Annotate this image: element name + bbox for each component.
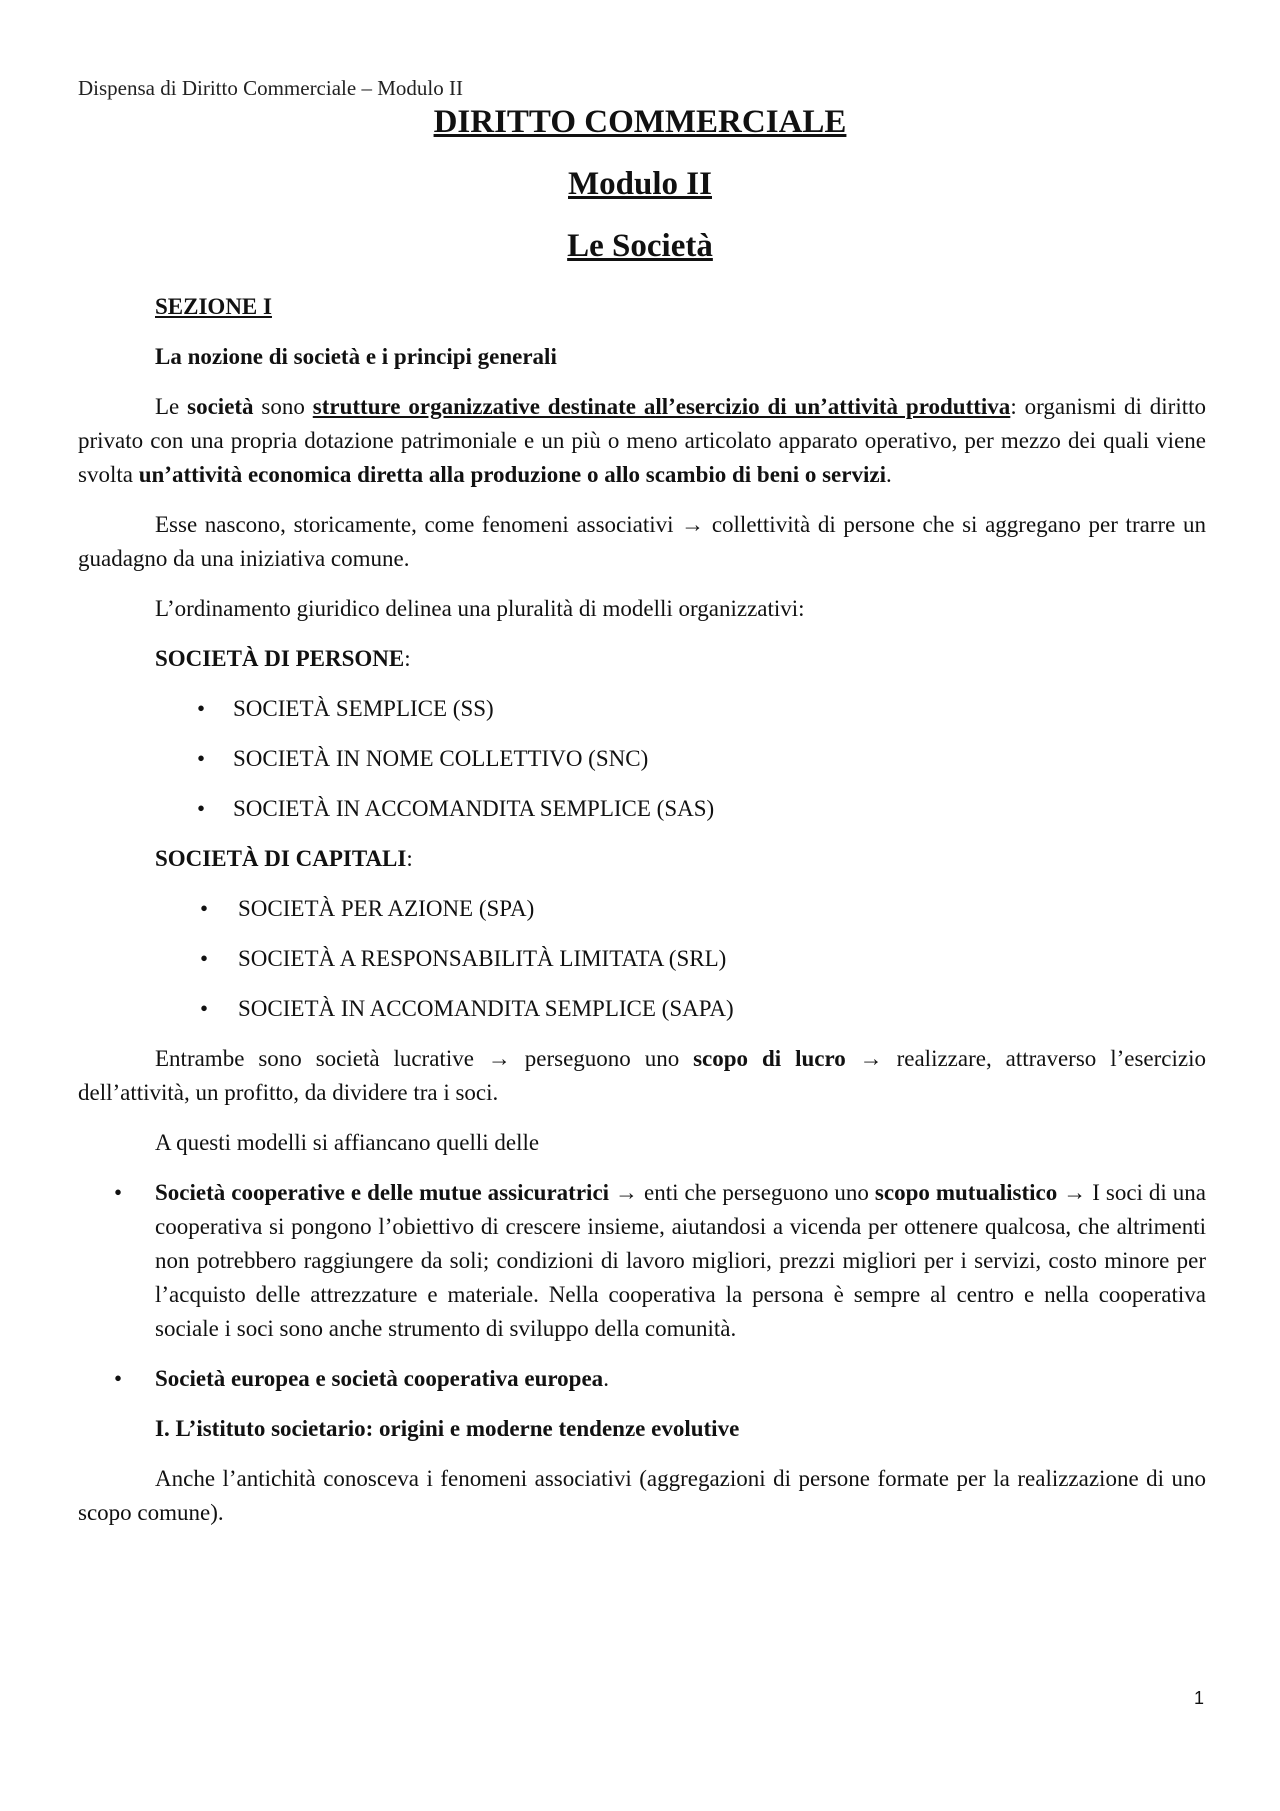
- section-subheading: La nozione di società e i principi generali: [155, 344, 557, 369]
- text-run: : organismi di diritto privato con una propria dotazione patrimoniale e un più o meno articolato apparato operativo, per mezzo dei quali viene svolta: [78, 394, 1207, 487]
- list-item: • SOCIETÀ PER AZIONE (SPA): [78, 892, 1206, 926]
- persone-list: [78, 692, 1206, 826]
- text-run: → enti che perseguono uno: [609, 1180, 875, 1205]
- paragraph-models-intro: L’ordinamento giuridico delinea una pluralità di modelli organizzativi:: [155, 596, 805, 621]
- capitali-heading: SOCIETÀ DI CAPITALI: [155, 846, 407, 871]
- text-run: :: [404, 646, 411, 671]
- text-run: .: [885, 462, 892, 487]
- paragraph-definition: [78, 390, 1206, 492]
- module-title: Modulo II: [568, 166, 712, 202]
- topic-title: Le Società: [567, 228, 713, 264]
- text-run: I soci di una cooperativa si pongono l’obiettivo di crescere insieme, aiutandosi a vicenda per ottenere qualcosa, che altrimenti non potrebbero raggiungere da soli; condizioni di lavoro migliori, prezzi migliori per i servizi, costo minore per l’acquisto delle attrezzature e materiale. Nella cooperativa la persona è sempre al centro e nella cooperativa sociale i soci sono anche strumento di sviluppo della comunità.: [155, 1180, 1207, 1341]
- list-item-cooperative: [78, 1176, 1206, 1346]
- subsection-heading: I. L’istituto societario: origini e moderne tendenze evolutive: [155, 1416, 740, 1441]
- persone-heading: SOCIETÀ DI PERSONE: [155, 646, 405, 671]
- page-number: 1: [1193, 1688, 1204, 1708]
- bold-term: un’attività economica diretta alla produzione o allo scambio di beni o servizi: [138, 462, 886, 487]
- text-run: → realizzare, attraverso l’esercizio dell’attività, un profitto, da dividere tra i soci.: [78, 1046, 1206, 1105]
- bold-term: scopo mutualistico →: [874, 1180, 1087, 1205]
- list-item-europea: [78, 1362, 1206, 1396]
- list-item: • SOCIETÀ SEMPLICE (SS): [78, 692, 1206, 726]
- bold-term: Società cooperative e delle mutue assicuratrici: [155, 1180, 610, 1205]
- running-header: Dispensa di Diritto Commerciale – Modulo II: [78, 76, 463, 100]
- bold-term: società: [187, 394, 254, 419]
- document-body: [78, 290, 1206, 1546]
- bold-underlined-definition: strutture organizzative destinate all’esercizio di un’attività produttiva: [312, 394, 1011, 419]
- persone-heading-line: [78, 642, 1206, 676]
- capitali-list: [78, 892, 1206, 1026]
- list-item: • SOCIETÀ IN NOME COLLETTIVO (SNC): [78, 742, 1206, 776]
- text-run: Le: [155, 394, 188, 419]
- text-run: Entrambe sono società lucrative → perseguono uno: [155, 1046, 694, 1071]
- list-item: • SOCIETÀ IN ACCOMANDITA SEMPLICE (SAPA): [78, 992, 1206, 1026]
- capitali-heading-line: [78, 842, 1206, 876]
- paragraph-lucro: [78, 1042, 1206, 1110]
- other-models-list: [78, 1176, 1206, 1396]
- section-heading: SEZIONE I: [155, 294, 272, 319]
- text-run: sono: [253, 394, 313, 419]
- bold-term: Società europea e società cooperativa europea: [155, 1366, 604, 1391]
- paragraph-origins: Esse nascono, storicamente, come fenomeni associativi → collettività di persone che si aggregano per trarre un guadagno da una iniziativa comune.: [78, 512, 1206, 571]
- text-run: :: [406, 846, 413, 871]
- paragraph-antichita: Anche l’antichità conosceva i fenomeni associativi (aggregazioni di persone formate per la realizzazione di uno scopo comune).: [78, 1466, 1206, 1525]
- text-run: .: [603, 1366, 609, 1391]
- bold-term: scopo di lucro: [693, 1046, 846, 1071]
- list-item: • SOCIETÀ IN ACCOMANDITA SEMPLICE (SAS): [78, 792, 1206, 826]
- list-item: • SOCIETÀ A RESPONSABILITÀ LIMITATA (SRL): [78, 942, 1206, 976]
- paragraph-affiancano: A questi modelli si affiancano quelli delle: [155, 1130, 540, 1155]
- document-title: DIRITTO COMMERCIALE: [433, 104, 847, 140]
